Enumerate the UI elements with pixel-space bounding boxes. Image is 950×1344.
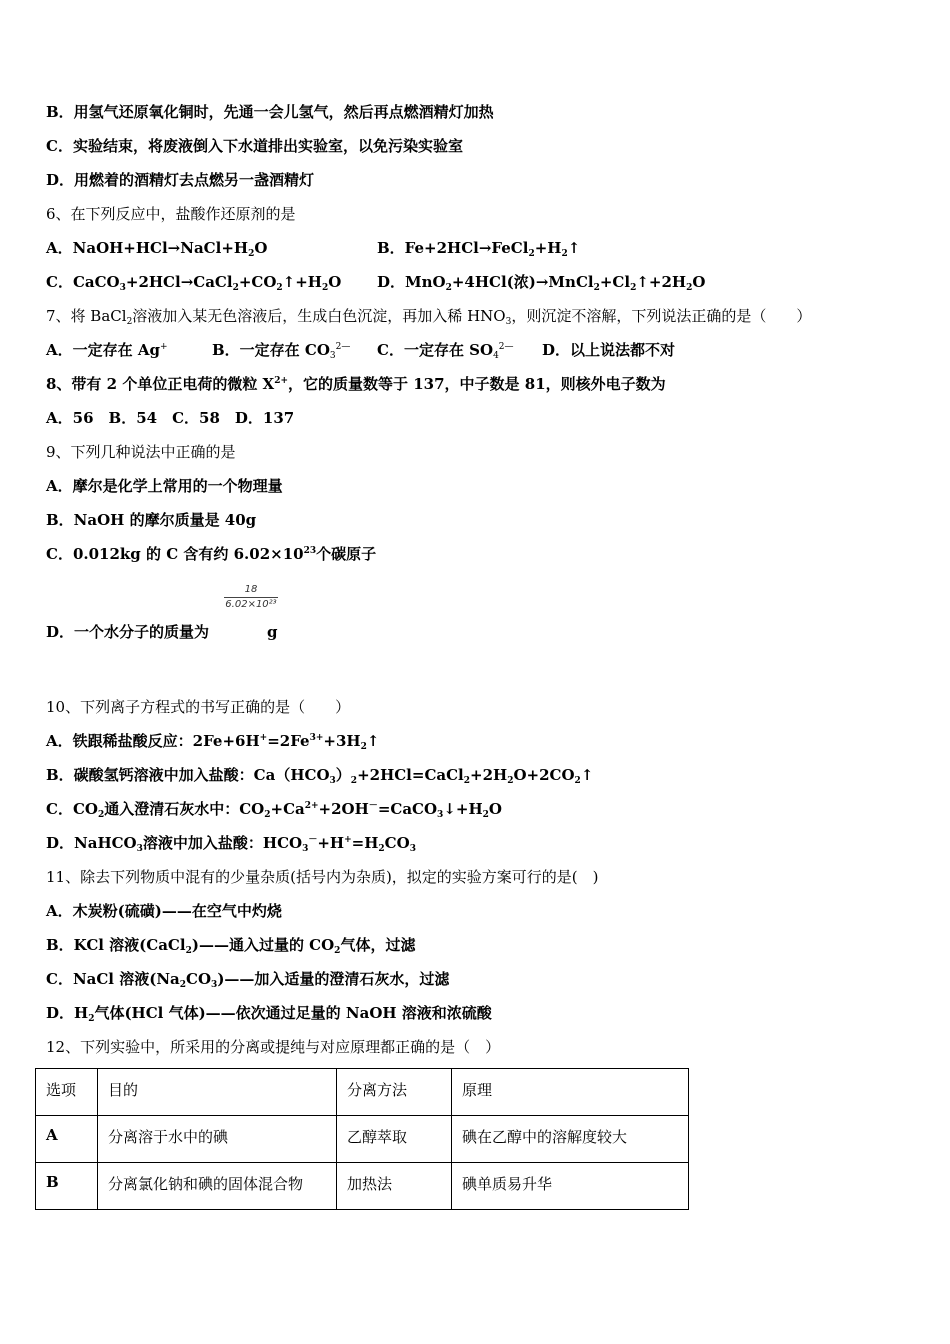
table-header-row	[36, 1069, 689, 1116]
q10-option-d: D．NaHCO$_3$溶液中加入盐酸：$HCO_3^-+H^+=H_2CO_3$	[46, 834, 416, 854]
table-cell: 碘单质易升华	[452, 1163, 689, 1210]
q9-stem: 9、下列几种说法中正确的是	[46, 443, 236, 461]
table-cell: A	[36, 1116, 98, 1163]
table-cell: 碘在乙醇中的溶解度较大	[452, 1116, 689, 1163]
table-row	[36, 1116, 689, 1163]
q11-stem: 11、除去下列物质中混有的少量杂质(括号内为杂质)，拟定的实验方案可行的是( )	[46, 868, 599, 886]
table-cell: 分离溶于水中的碘	[98, 1116, 337, 1163]
q11-option-c: C．NaCl 溶液$(Na_2CO_3)——$加入适量的澄清石灰水，过滤	[46, 970, 450, 990]
q8-stem: 8、带有 2 个单位正电荷的微粒 $X^{2+}$，它的质量数等于 137，中子数是 81，则核外电子数为	[46, 375, 666, 393]
water-mass-fraction	[224, 584, 278, 611]
q7-option-a: A．一定存在 Ag+	[46, 341, 168, 359]
q6-stem: 6、在下列反应中，盐酸作还原剂的是	[46, 205, 296, 223]
q7-option-c: C．一定存在 $SO_4^{2—}$	[377, 341, 514, 361]
q10-stem: 10、下列离子方程式的书写正确的是（ ）	[46, 698, 351, 716]
q6-option-a: A．$NaOH+HCl\to NaCl+H_2O$	[46, 239, 268, 259]
fraction-bar	[224, 597, 278, 598]
table-cell: 分离氯化钠和碘的固体混合物	[98, 1163, 337, 1210]
table-header-cell: 分离方法	[337, 1069, 452, 1116]
fraction-numerator: 18	[244, 584, 258, 595]
q11-option-b: B．KCl 溶液(CaCl$_2$)——通入过量的 $CO_2$气体，过滤	[46, 936, 416, 956]
fraction-denominator: 6.02×10²³	[225, 599, 277, 610]
q6-option-b: B．$Fe+2HCl\to FeCl_2+H_2↑$	[377, 239, 581, 259]
table-header-cell: 目的	[98, 1069, 337, 1116]
q7-option-d: D．以上说法都不对	[542, 341, 676, 359]
q11-option-d: D．$H_2$气体(HCl 气体)——依次通过足量的 NaOH 溶液和浓硫酸	[46, 1004, 492, 1024]
table-row	[36, 1163, 689, 1210]
table-header-cell: 原理	[452, 1069, 689, 1116]
q7-options	[46, 340, 675, 360]
q5-option-c: C．实验结束，将废液倒入下水道排出实验室，以免污染实验室	[46, 137, 463, 155]
q7-stem: 7、将 BaCl$_2$溶液加入某无色溶液后，生成白色沉淀，再加入稀 $HNO_3$，则沉淀不溶解，下列说法正确的是（ ）	[46, 307, 812, 327]
table-header-cell: 选项	[36, 1069, 98, 1116]
q9-option-c: C．0.012kg 的 C 含有约 $6.02\times 10^{23}$个碳原子	[46, 545, 377, 563]
q5-option-d: D．用燃着的酒精灯去点燃另一盏酒精灯	[46, 171, 315, 189]
table-cell: 加热法	[337, 1163, 452, 1210]
table-cell: 乙醇萃取	[337, 1116, 452, 1163]
q9-option-d: D．一个水分子的质量为 g	[46, 623, 278, 641]
q6-option-c: C．$CaCO_3+2HCl\to CaCl_2+CO_2↑+H_2O$	[46, 273, 342, 293]
q11-option-a: A．木炭粉(硫磺)——在空气中灼烧	[46, 902, 282, 920]
q10-option-a: A．铁跟稀盐酸反应：$2Fe+6H^+=2Fe^{3+}+3H_2↑$	[46, 732, 380, 752]
q6-option-d: D．MnO$_2$+4HCl(浓)$\to MnCl_2+Cl_2↑+2H_2O$	[377, 273, 706, 293]
q10-option-c: C．$CO_2$通入澄清石灰水中：$CO_2+Ca^{2+}+2OH^-=CaCO_3↓+H_2O$	[46, 800, 502, 820]
q9-option-a: A．摩尔是化学上常用的一个物理量	[46, 477, 283, 495]
q12-stem: 12、下列实验中，所采用的分离或提纯与对应原理都正确的是（ ）	[46, 1038, 501, 1056]
table-cell: B	[36, 1163, 98, 1210]
q5-option-b: B．用氢气还原氧化铜时，先通一会儿氢气，然后再点燃酒精灯加热	[46, 103, 494, 121]
q8-options: A．56 B．54 C．58 D．137	[46, 409, 295, 427]
separation-methods-table	[35, 1068, 689, 1210]
q10-option-b: B．碳酸氢钙溶液中加入盐酸：$Ca(HCO_3)_2+2HCl=CaCl_2+2H_2O+2CO_2↑$	[46, 766, 594, 786]
q7-option-b: B．一定存在 $CO_3^{2—}$	[212, 341, 351, 361]
q9-option-b: B．NaOH 的摩尔质量是 40g	[46, 511, 257, 529]
